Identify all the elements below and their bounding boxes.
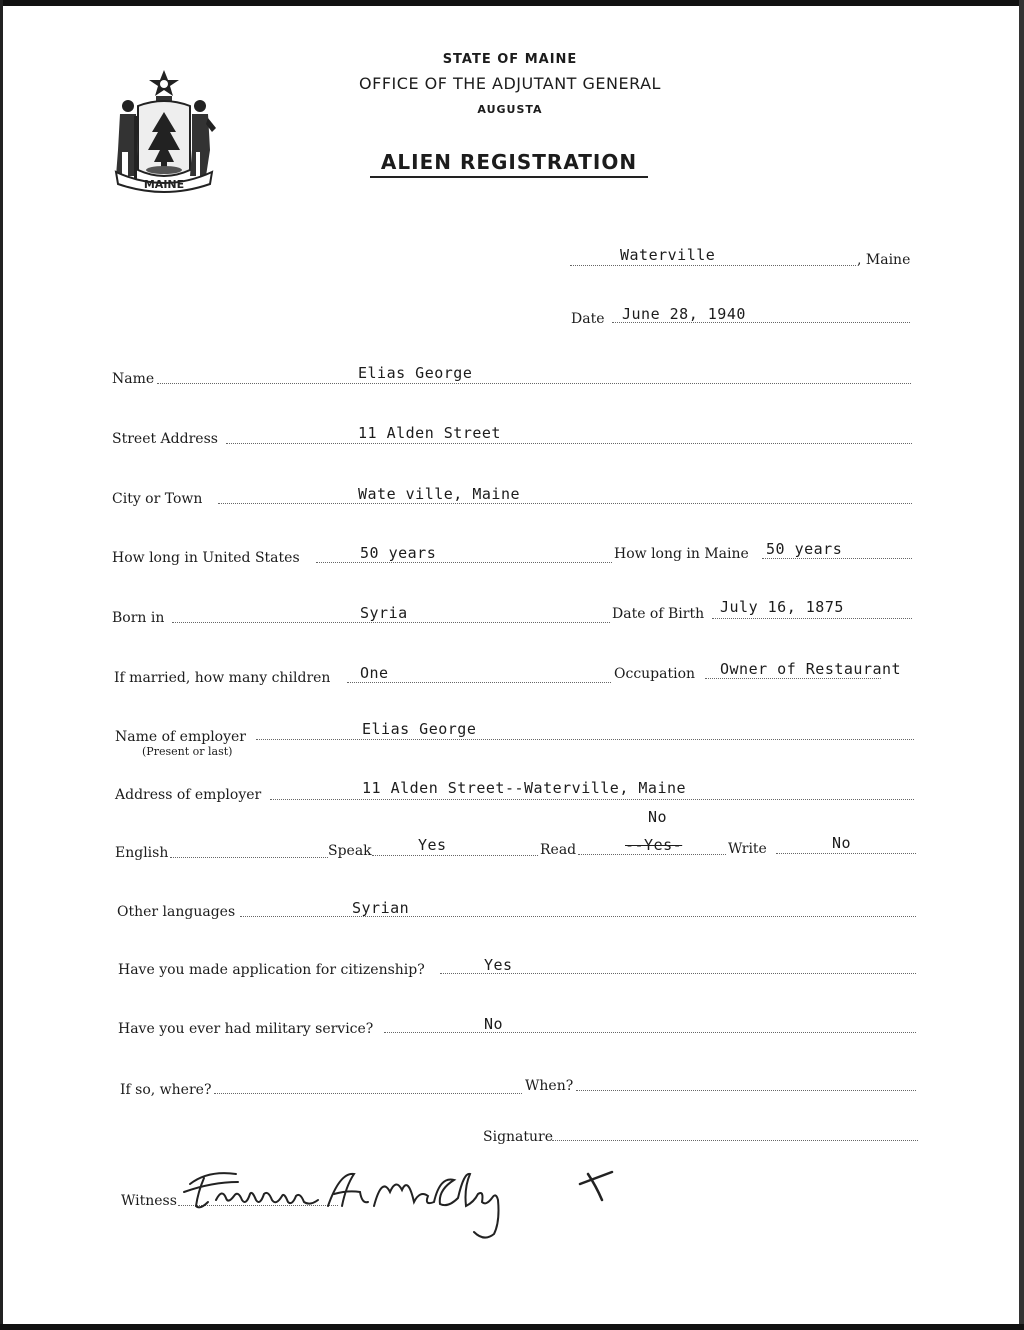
name-line xyxy=(157,383,911,384)
other-languages-value: Syrian xyxy=(352,899,410,917)
occupation-value: Owner of Restaurant xyxy=(720,660,902,678)
english-label: English xyxy=(115,845,169,861)
employer-line xyxy=(256,739,914,740)
us-duration-label: How long in United States xyxy=(112,550,300,566)
speak-label: Speak xyxy=(328,843,372,859)
signature-x-mark xyxy=(572,1164,622,1204)
military-line xyxy=(384,1032,916,1033)
office-heading: OFFICE OF THE ADJUTANT GENERAL xyxy=(359,74,661,93)
born-in-label: Born in xyxy=(112,610,165,626)
us-duration-value: 50 years xyxy=(360,544,437,562)
children-label: If married, how many children xyxy=(114,670,331,686)
other-languages-line xyxy=(240,916,916,917)
scan-border-right xyxy=(1019,0,1024,1330)
name-label: Name xyxy=(112,371,155,387)
maine-duration-line xyxy=(762,558,912,559)
location-suffix: , Maine xyxy=(857,252,911,268)
write-value: No xyxy=(832,834,852,852)
form-title: ALIEN REGISTRATION xyxy=(380,150,638,174)
when-line xyxy=(576,1090,916,1091)
signature-line xyxy=(552,1140,918,1141)
signature-label: Signature xyxy=(483,1129,554,1145)
citizenship-label: Have you made application for citizenship? xyxy=(118,962,425,978)
maine-duration-value: 50 years xyxy=(766,540,843,558)
born-in-value: Syria xyxy=(360,604,408,622)
location-value: Waterville xyxy=(620,246,716,264)
speak-value: Yes xyxy=(418,836,447,854)
employer-address-value: 11 Alden Street--Waterville, Maine xyxy=(362,779,687,797)
date-label: Date xyxy=(571,311,605,327)
other-languages-label: Other languages xyxy=(117,904,236,920)
city-value: Wate ville, Maine xyxy=(358,485,521,503)
write-line xyxy=(776,853,916,854)
witness-signature xyxy=(178,1162,538,1244)
witness-label: Witness xyxy=(121,1193,177,1209)
dob-label: Date of Birth xyxy=(612,606,705,622)
children-value: One xyxy=(360,664,389,682)
children-line xyxy=(347,682,611,683)
read-value-struck: --Yes- xyxy=(625,836,683,854)
occupation-label: Occupation xyxy=(614,666,696,682)
read-correction: No xyxy=(648,808,668,826)
street-line xyxy=(226,443,912,444)
state-heading: STATE OF MAINE xyxy=(442,52,578,67)
name-value: Elias George xyxy=(358,364,473,382)
military-value: No xyxy=(484,1015,504,1033)
dob-line xyxy=(712,618,912,619)
city-heading: AUGUSTA xyxy=(477,103,543,116)
maine-duration-label: How long in Maine xyxy=(614,546,749,562)
employer-label: Name of employer xyxy=(115,729,246,745)
street-value: 11 Alden Street xyxy=(358,424,501,442)
date-value: June 28, 1940 xyxy=(622,305,746,323)
city-label: City or Town xyxy=(112,491,203,507)
us-duration-line xyxy=(316,562,612,563)
street-label: Street Address xyxy=(112,431,218,447)
svg-text:MAINE: MAINE xyxy=(143,178,185,191)
city-line xyxy=(218,503,912,504)
write-label: Write xyxy=(728,841,767,857)
read-line xyxy=(578,854,726,855)
citizenship-value: Yes xyxy=(484,956,513,974)
where-line xyxy=(214,1093,522,1094)
employer-sublabel: (Present or last) xyxy=(142,745,233,758)
location-line xyxy=(570,265,856,266)
read-label: Read xyxy=(540,842,577,858)
title-underline xyxy=(370,176,648,178)
when-label: When? xyxy=(525,1078,574,1094)
employer-value: Elias George xyxy=(362,720,477,738)
scan-border-left xyxy=(0,0,3,1330)
where-label: If so, where? xyxy=(120,1082,212,1098)
military-label: Have you ever had military service? xyxy=(118,1021,374,1037)
speak-line xyxy=(372,855,538,856)
scan-border-bottom xyxy=(0,1324,1024,1330)
employer-address-label: Address of employer xyxy=(115,787,262,803)
occupation-line xyxy=(705,678,881,679)
english-line xyxy=(170,857,328,858)
dob-value: July 16, 1875 xyxy=(720,598,844,616)
employer-address-line xyxy=(270,799,914,800)
scan-border-top xyxy=(0,0,1024,6)
born-in-line xyxy=(172,622,610,623)
